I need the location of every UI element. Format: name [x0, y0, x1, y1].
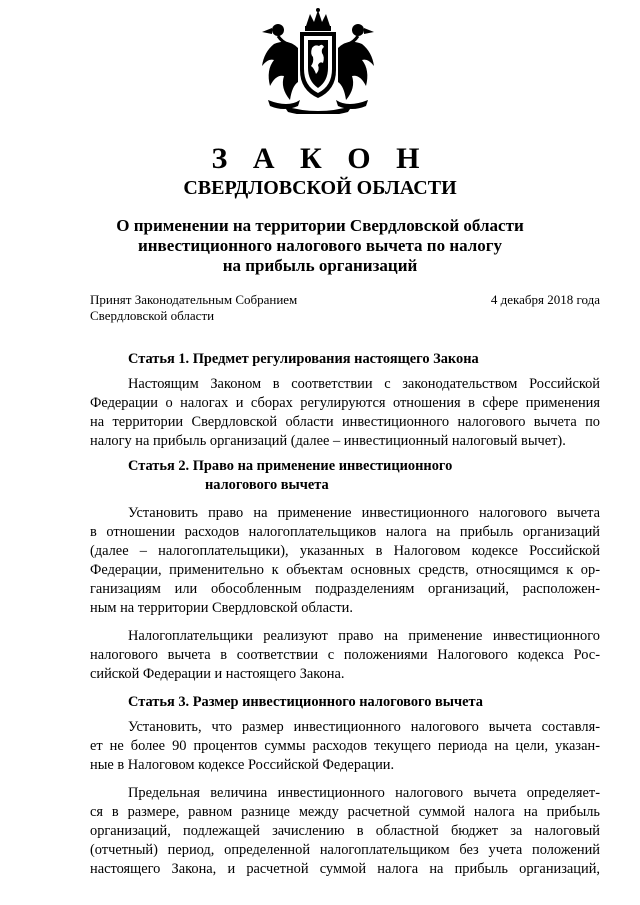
- text-line: (отчетный) период, определенной налогоплательщиком без учета положений: [90, 842, 600, 858]
- adoption-line: Свердловской области: [90, 308, 215, 323]
- text-line: (далее – налогоплательщики), указанных в Налоговом кодексе Российской: [90, 543, 600, 559]
- document-body: [90, 350, 600, 879]
- document-subtitle: СВЕРДЛОВСКОЙ ОБЛАСТИ: [183, 177, 457, 199]
- article-heading: [90, 457, 600, 495]
- adoption-date: 4 декабря 2018 года: [490, 292, 600, 307]
- text-line: налогового вычета в соответствии с положениями Налогового кодекса Рос-: [90, 647, 600, 663]
- text-line: Федерации, применительно к объектам основных средств, относящимся к ор-: [90, 562, 600, 578]
- article-heading: [90, 693, 600, 712]
- text-line: ные в Налоговом кодексе Российской Федерации.: [90, 757, 395, 773]
- adoption-line: Принят Законодательным Собранием: [90, 292, 298, 307]
- law-title-line: инвестиционного налогового вычета по налогу: [137, 236, 503, 255]
- shield-icon: [300, 32, 336, 98]
- law-title-line: О применении на территории Свердловской области: [116, 216, 524, 235]
- text-line: ганизациям или обособленным подразделениям организаций, расположен-: [90, 581, 600, 597]
- paragraph: [90, 718, 600, 775]
- text-line: налогу на прибыль организаций (далее – инвестиционный налоговый вычет).: [90, 433, 566, 449]
- article-heading-text: Статья 2. Право на применение инвестиционного: [128, 458, 453, 474]
- law-title-line: на прибыль организаций: [222, 256, 418, 275]
- article-heading-text: Статья 3. Размер инвестиционного налогового вычета: [128, 694, 483, 710]
- paragraph: [90, 375, 600, 451]
- article-heading-text: Статья 1. Предмет регулирования настоящего Закона: [128, 351, 479, 367]
- text-line: Предельная величина инвестиционного налогового вычета определяет-: [128, 785, 600, 801]
- text-line: сийской Федерации и настоящего Закона.: [90, 666, 345, 682]
- text-line: ет не более 90 процентов суммы расходов текущего периода на цели, указан-: [90, 738, 600, 754]
- text-line: ным на территории Свердловской области.: [90, 600, 353, 616]
- law-title: [60, 216, 580, 276]
- text-line: ся в размере, равном разнице между расчетной суммой налога на прибыль: [90, 804, 600, 820]
- text-line: Федерации о налогах и сборах регулируются отношения в сфере применения: [90, 395, 600, 411]
- text-line: Установить, что размер инвестиционного налогового вычета составля-: [128, 719, 600, 735]
- coat-of-arms-emblem: [248, 8, 388, 114]
- crown-icon: [305, 8, 331, 31]
- article-heading: [90, 350, 600, 369]
- document-title: З А К О Н: [211, 142, 429, 175]
- paragraph: [90, 627, 600, 684]
- text-line: в отношении расходов налогоплательщиков налога на прибыль организаций: [90, 524, 600, 540]
- adoption-note: [90, 292, 297, 324]
- paragraph: [90, 504, 600, 618]
- text-line: Установить право на применение инвестиционного налогового вычета: [128, 505, 600, 521]
- text-line: Налогоплательщики реализуют право на применение инвестиционного: [128, 628, 600, 644]
- right-supporter-icon: [336, 24, 374, 109]
- article-heading-text: налогового вычета: [205, 477, 329, 493]
- text-line: на территории Свердловской области инвестиционного налогового вычета по: [90, 414, 600, 430]
- text-line: Настоящим Законом в соответствии с законодательством Российской: [128, 376, 600, 392]
- left-supporter-icon: [262, 24, 300, 109]
- text-line: организаций, подлежащей зачислению в областной бюджет за налоговый: [90, 823, 600, 839]
- paragraph: [90, 784, 600, 879]
- text-line: настоящего Закона, и расчетной суммой налога на прибыль организаций,: [90, 861, 600, 877]
